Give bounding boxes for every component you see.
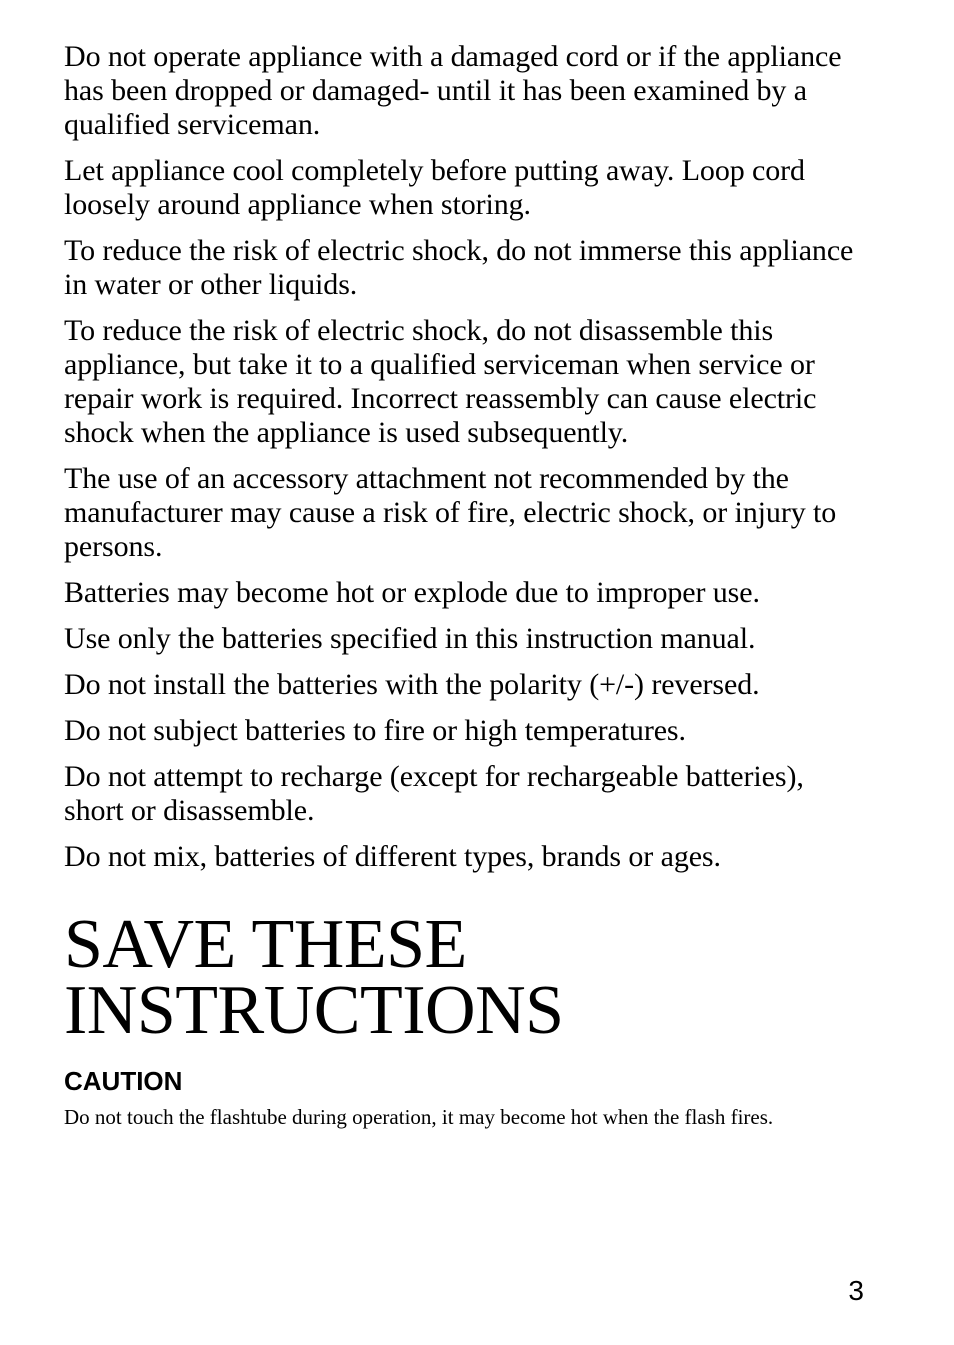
safety-paragraph-fire: Do not subject batteries to fire or high temperatures. — [64, 714, 686, 747]
safety-paragraph-polarity: Do not install the batteries with the polarity (+/-) reversed. — [64, 668, 760, 701]
document-body — [64, 40, 864, 1132]
safety-paragraph-mix: Do not mix, batteries of different types, brands or ages. — [64, 840, 721, 873]
safety-paragraph-cool-down: Let appliance cool completely before putting away. Loop cord loosely around appliance when storing. — [64, 154, 805, 221]
heading-line-1: SAVE THESE — [64, 906, 467, 983]
save-instructions-heading — [64, 906, 864, 1049]
caution-title: CAUTION — [64, 1066, 183, 1096]
safety-paragraph-batteries-hot: Batteries may become hot or explode due to improper use. — [64, 576, 760, 609]
heading-line-2: INSTRUCTIONS — [64, 972, 564, 1049]
safety-paragraph-accessory: The use of an accessory attachment not recommended by the manufacturer may cause a risk of fire, electric shock, or injury to persons. — [64, 462, 837, 563]
safety-paragraph-batteries-specified: Use only the batteries specified in this instruction manual. — [64, 622, 756, 655]
safety-paragraph-recharge: Do not attempt to recharge (except for rechargeable batteries), short or disassemble. — [64, 760, 804, 827]
caution-text: Do not touch the flashtube during operation, it may become hot when the flash fires. — [64, 1105, 774, 1129]
safety-paragraph-damaged-cord: Do not operate appliance with a damaged cord or if the appliance has been dropped or damaged- until it has been examined by a qualified serviceman. — [64, 40, 842, 141]
page-number: 3 — [848, 1275, 864, 1306]
safety-paragraph-disassemble: To reduce the risk of electric shock, do not disassemble this appliance, but take it to a qualified serviceman when service or repair work is required. Incorrect reassembly can cause electric shock when the appliance is used subsequently. — [64, 314, 817, 449]
safety-paragraph-immerse: To reduce the risk of electric shock, do not immerse this appliance in water or other liquids. — [64, 234, 854, 301]
